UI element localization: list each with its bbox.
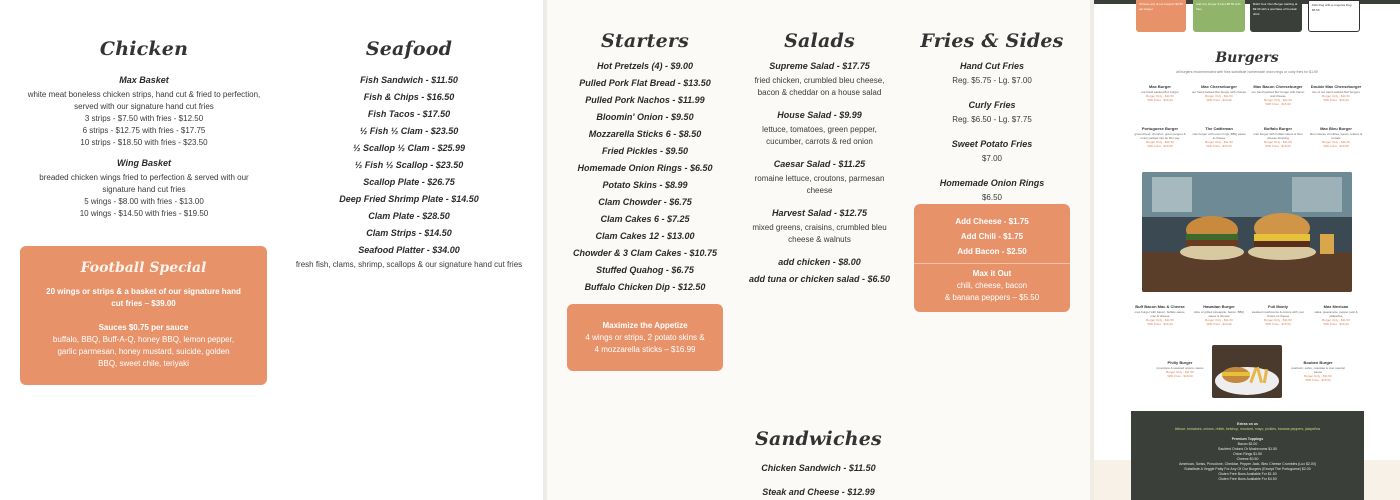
fries-name: Curly Fries (968, 100, 1016, 110)
menu-panel-burgers (1094, 0, 1400, 500)
starter-item: Hot Pretzels (4) - $9.00 (596, 61, 694, 71)
salad-addon: add tuna or chicken salad - $6.50 (748, 274, 891, 284)
promo-card (1250, 0, 1302, 32)
sauces-list: BBQ, sweet chile, teriyaki (98, 359, 189, 368)
burger-desc: max burger with bacon, buffalo sauce, mac & cheese (1134, 310, 1186, 318)
salad-desc: cucumber, carrots & red onion (766, 137, 873, 146)
burger-price: Burger Only - $11.50 (1264, 98, 1292, 102)
salad-desc: lettuce, tomatoes, green pepper, (762, 125, 877, 134)
burger-name: Max Bleu Burger (1320, 126, 1352, 131)
burger-desc: ground beef, chourico, green pepper & onion packed into an 8oz pay (1134, 132, 1186, 140)
burger-price: With Fries - $16.00 (1265, 102, 1291, 106)
burger-name: Buffalo Burger (1264, 126, 1292, 131)
salads-section (737, 30, 902, 288)
salad-name: Harvest Salad - $12.75 (771, 208, 868, 218)
fries-price: Reg. $5.75 - Lg. $7.00 (952, 76, 1032, 85)
seafood-item: Deep Fried Shrimp Plate - $14.50 (339, 194, 479, 204)
promo-card-text: Build Your Own Burger starting at $9.00 with a purchase of fountain drink (1253, 2, 1298, 16)
burger-price: With Fries - $16.00 (1206, 322, 1232, 326)
topping-item: Bacon $2.00 (1237, 442, 1258, 446)
burger-desc: provolone & sautéed onions, sauce (1156, 366, 1204, 370)
burger-name: Max Bacon Cheeseburger (1253, 84, 1303, 89)
seafood-item: ½ Scallop ½ Clam - $25.99 (352, 143, 466, 153)
promo-card-text: Add any burger & fries $8.50 with fries (1196, 2, 1241, 11)
burger-price: With Fries - $16.00 (1323, 144, 1349, 148)
promo-card (1193, 0, 1245, 32)
burger-item (1132, 304, 1188, 326)
topping-item: American, Swiss, Provolone, Cheddar, Pepper Jack, Bleu Cheese Crumbles (Lux $2.00) (1179, 462, 1316, 466)
seafood-item: Fish Sandwich - $11.50 (360, 75, 458, 85)
burger-price: With Fries - $16.00 (1206, 98, 1232, 102)
toppings-free: lettuce, tomatoes, onions, relish, ketchup, mustard, mayo, pickles, banana peppers, jalapeños (1174, 427, 1321, 431)
max-basket-desc: white meat boneless chicken strips, hand cut & fried to perfection, (27, 90, 261, 99)
seafood-title: Seafood (365, 38, 453, 60)
burger-price: With Fries - $16.00 (1147, 322, 1173, 326)
burgers-subtitle: all burgers recommended with fries substitute homemade onion rings or curly fries for $1.50 (1176, 70, 1318, 74)
burger-price: Burger Only - $11.50 (1146, 140, 1174, 144)
fries-add: Add Cheese - $1.75 (955, 217, 1029, 226)
topping-item: Gluten Free Buns Available For $4.50 (1218, 477, 1277, 481)
promo-card (1308, 0, 1360, 32)
burger-desc: two of our hand packed 8oz burgers (1312, 90, 1360, 94)
starter-item: Pulled Pork Flat Bread - $13.50 (579, 78, 711, 88)
burger-name: Bouben Burger (1303, 360, 1333, 365)
burger-price: With Fries - $16.00 (1305, 378, 1331, 382)
burger-item (1250, 304, 1306, 326)
salad-name: Caesar Salad - $11.25 (773, 159, 866, 169)
seafood-item: Scallop Plate - $26.75 (363, 177, 455, 187)
menu-panel-chicken-seafood (0, 0, 543, 500)
burger-name: Philly Burger (1167, 360, 1193, 365)
wing-basket-desc: breaded chicken wings fried to perfection & served with our (39, 173, 249, 182)
starters-section (567, 30, 723, 296)
maximize-appetize-box (567, 304, 723, 371)
burger-item (1191, 84, 1247, 102)
football-special-line: cut fries – $39.00 (111, 299, 176, 308)
sauces-label: Sauces $0.75 per sauce (98, 323, 189, 332)
fries-photo (1212, 345, 1282, 398)
burger-name: Full Monty (1268, 304, 1288, 309)
sandwiches-section (697, 428, 940, 500)
burger-price: With Fries - $16.00 (1147, 144, 1173, 148)
fries-add: Add Bacon - $2.50 (957, 247, 1027, 256)
burger-desc: bleu cheese crumbles, bacon, lettuce & tomato (1309, 132, 1363, 140)
starter-item: Chowder & 3 Clam Cakes - $10.75 (572, 248, 718, 258)
burger-name: Max Cheeseburger (1201, 84, 1237, 89)
seafood-item: Clam Plate - $28.50 (368, 211, 450, 221)
starter-item: Pulled Pork Nachos - $11.99 (585, 95, 705, 105)
burger-name: Double Max Cheeseburger (1310, 84, 1362, 89)
wing-basket-desc: signature hand cut fries (102, 185, 186, 194)
starter-item: Clam Cakes 12 - $13.00 (595, 231, 695, 241)
topping-item: Substitute A Veggie Patty For Any Of Our Burgers (Except The Portuguese) $2.00 (1184, 467, 1311, 471)
burger-name: Max Mexican (1323, 304, 1349, 309)
burger-item (1250, 84, 1306, 106)
burger-price: With Fries - $16.00 (1147, 98, 1173, 102)
burger-item (1290, 360, 1346, 382)
maximize-appetize-title: Maximize the Appetize (602, 321, 688, 330)
starter-item: Bloomin' Onion - $9.50 (596, 112, 694, 122)
burger-price: Burger Only - $11.50 (1322, 318, 1350, 322)
burger-name: Max Burger (1148, 84, 1171, 89)
burger-desc: our hand packed 8oz burger (1141, 90, 1179, 94)
topping-item: Onion Rings $1.50 (1233, 452, 1262, 456)
fries-name: Homemade Onion Rings (939, 178, 1045, 188)
maximize-appetize-line: 4 wings or strips, 2 potato skins & (585, 333, 705, 342)
burger-item (1132, 126, 1188, 148)
starter-item: Clam Chowder - $6.75 (598, 197, 692, 207)
burger-desc: our hand packed 8oz burger with bacon and cheese (1251, 90, 1305, 98)
fries-extras-box (914, 204, 1070, 312)
salad-desc: romaine lettuce, croutons, parmesan (754, 174, 885, 183)
burger-item (1132, 84, 1188, 102)
starter-item: Homemade Onion Rings - $6.50 (577, 163, 713, 173)
seafood-item: Clam Strips - $14.50 (366, 228, 452, 238)
wing-basket-name: Wing Basket (117, 158, 171, 168)
seafood-item: ½ Fish ½ Clam - $23.50 (359, 126, 459, 136)
topping-item: Gluten Free Buns Available For $1.50 (1218, 472, 1277, 476)
fries-name: Hand Cut Fries (959, 61, 1024, 71)
fries-box-divider (914, 263, 1070, 264)
seafood-section (285, 38, 533, 271)
burger-item (1250, 126, 1306, 148)
burger-price: Burger Only - $11.50 (1264, 140, 1292, 144)
salad-desc: mixed greens, craisins, crumbled bleu (752, 223, 887, 232)
starters-title: Starters (601, 30, 689, 52)
salads-title: Salads (784, 30, 855, 52)
burger-price: Burger Only - $11.50 (1264, 318, 1292, 322)
max-it-out-line: chili, cheese, bacon (956, 281, 1028, 290)
burger-price: Burger Only - $11.50 (1205, 94, 1233, 98)
burger-photo (1142, 172, 1352, 292)
fries-section (914, 30, 1070, 204)
starter-item: Stuffed Quahog - $6.75 (596, 265, 694, 275)
burger-price: Burger Only - $11.50 (1304, 374, 1332, 378)
fries-add: Add Chili - $1.75 (960, 232, 1024, 241)
fries-title: Fries & Sides (920, 30, 1064, 52)
burger-desc: salsa, guacamole, pepper jack & jalapeños (1314, 310, 1358, 318)
wing-basket-price: 5 wings - $8.00 with fries - $13.00 (84, 197, 204, 206)
seafood-item: Fish Tacos - $17.50 (367, 109, 451, 119)
burger-desc: max burger with buffalo sauce & bleu cheese dressing (1253, 132, 1303, 140)
max-basket-price: 3 strips - $7.50 with fries - $12.50 (84, 114, 204, 123)
sandwiches-title: Sandwiches (755, 428, 882, 450)
football-special-title: Football Special (80, 260, 207, 276)
burger-item (1308, 304, 1364, 326)
max-basket-price: 10 strips - $18.50 with fries - $23.50 (80, 138, 208, 147)
menu-panel-starters-salads (547, 0, 1090, 500)
sandwich-item: Chicken Sandwich - $11.50 (761, 463, 876, 473)
burger-photo-image (1142, 172, 1352, 292)
topping-item: Sautéed Onions Or Mushrooms $1.50 (1218, 447, 1277, 451)
burger-price: Burger Only - $11.50 (1322, 94, 1350, 98)
burger-price: Burger Only - $11.50 (1322, 140, 1350, 144)
starter-item: Buffalo Chicken Dip - $12.50 (584, 282, 706, 292)
burger-desc: sautéed mushrooms & onions with your choice of cheese (1251, 310, 1305, 318)
salad-desc: bacon & cheddar on a house salad (757, 88, 882, 97)
salad-desc: cheese & walnuts (788, 235, 851, 244)
toppings-title: Premium Toppings (1231, 437, 1264, 441)
football-special-line: 20 wings or strips & a basket of our signature hand (46, 287, 241, 296)
burger-item (1152, 360, 1208, 378)
promo-card-text: Kids Dog with a Lingonia Dog $5.50 (1312, 3, 1352, 12)
burger-price: With Fries - $16.00 (1206, 144, 1232, 148)
seafood-platter-desc: fresh ﬁsh, clams, shrimp, scallops & our signature hand cut fries (295, 260, 523, 269)
chicken-title: Chicken (99, 38, 189, 60)
sandwich-item: Steak and Cheese - $12.99 (762, 487, 875, 497)
burger-price: With Fries - $16.00 (1167, 374, 1193, 378)
toppings-head: Extras on us (1236, 422, 1258, 426)
max-basket-name: Max Basket (119, 75, 169, 85)
starter-item: Clam Cakes 6 - $7.25 (600, 214, 690, 224)
burger-price: Burger Only - $11.50 (1146, 94, 1174, 98)
max-it-out-line: & banana peppers – $5.50 (944, 293, 1040, 302)
burger-price: With Fries - $16.00 (1265, 322, 1291, 326)
chicken-section (10, 38, 278, 220)
promo-card-text: Choose any of our burgers $3.50 per burger (1139, 2, 1183, 11)
seafood-item: Seafood Platter - $34.00 (358, 245, 460, 255)
burger-desc: our hand packed 8oz burger with cheese (1191, 90, 1247, 94)
burger-desc: slice of grilled pineapple, bacon, BBQ sauce & cheese (1194, 310, 1244, 318)
burger-item (1308, 126, 1364, 148)
seafood-item: ½ Fish ½ Scallop - $23.50 (354, 160, 464, 170)
burger-price: Burger Only - $11.50 (1146, 318, 1174, 322)
salad-name: Supreme Salad - $17.75 (769, 61, 870, 71)
sauces-list: buffalo, BBQ, Buff-A-Q, honey BBQ, lemon pepper, (52, 335, 235, 344)
burger-price: Burger Only - $11.50 (1166, 370, 1194, 374)
burger-desc: max burger with onion rings, BBQ sauce & cheese (1192, 132, 1246, 140)
burger-item (1191, 126, 1247, 148)
salad-desc: fried chicken, crumbled bleu cheese, (754, 76, 885, 85)
fries-name: Sweet Potato Fries (951, 139, 1033, 149)
max-basket-desc: served with our signature hand cut fries (74, 102, 214, 111)
salad-desc: cheese (806, 186, 833, 195)
burger-price: With Fries - $16.00 (1323, 322, 1349, 326)
toppings-box (1131, 411, 1364, 500)
max-it-out-title: Max it Out (972, 269, 1012, 278)
salad-name: House Salad - $9.99 (777, 110, 862, 120)
fries-price: Reg. $6.50 - Lg. $7.75 (952, 115, 1032, 124)
fries-price: $7.00 (981, 154, 1003, 163)
fries-price: $6.50 (981, 193, 1003, 202)
burger-name: Buff Bacon Mac & Cheese (1135, 304, 1185, 309)
burger-name: Hawaiian Burger (1203, 304, 1235, 309)
starter-item: Potato Skins - $8.99 (602, 180, 688, 190)
burger-price: Burger Only - $11.50 (1205, 318, 1233, 322)
football-special-box (20, 246, 267, 385)
seafood-item: Fish & Chips - $16.50 (363, 92, 455, 102)
salad-addon: add chicken - $8.00 (778, 257, 861, 267)
burger-price: With Fries - $16.00 (1323, 98, 1349, 102)
starter-item: Mozzarella Sticks 6 - $8.50 (588, 129, 702, 139)
promo-card (1136, 0, 1186, 32)
burger-price: Burger Only - $11.50 (1205, 140, 1233, 144)
burger-name: The Cattleman (1205, 126, 1233, 131)
starter-item: Fried Pickles - $9.50 (601, 146, 689, 156)
burger-desc: pastrami, swiss, coleslaw & max special sauce (1291, 366, 1345, 374)
burger-item (1308, 84, 1364, 102)
wing-basket-price: 10 wings - $14.50 with fries - $19.50 (79, 209, 209, 218)
sauces-list: garlic parmesan, honey mustard, suicide, golden (57, 347, 230, 356)
max-basket-price: 6 strips - $12.75 with fries - $17.75 (82, 126, 206, 135)
burger-name: Portuguese Burger (1141, 126, 1179, 131)
burger-price: With Fries - $16.00 (1265, 144, 1291, 148)
topping-item: Cheese $0.50 (1236, 457, 1259, 461)
burgers-title: Burgers (1215, 50, 1279, 66)
maximize-appetize-line: 4 mozzarella sticks – $16.99 (594, 345, 696, 354)
fries-photo-image (1212, 345, 1282, 398)
burger-item (1191, 304, 1247, 326)
